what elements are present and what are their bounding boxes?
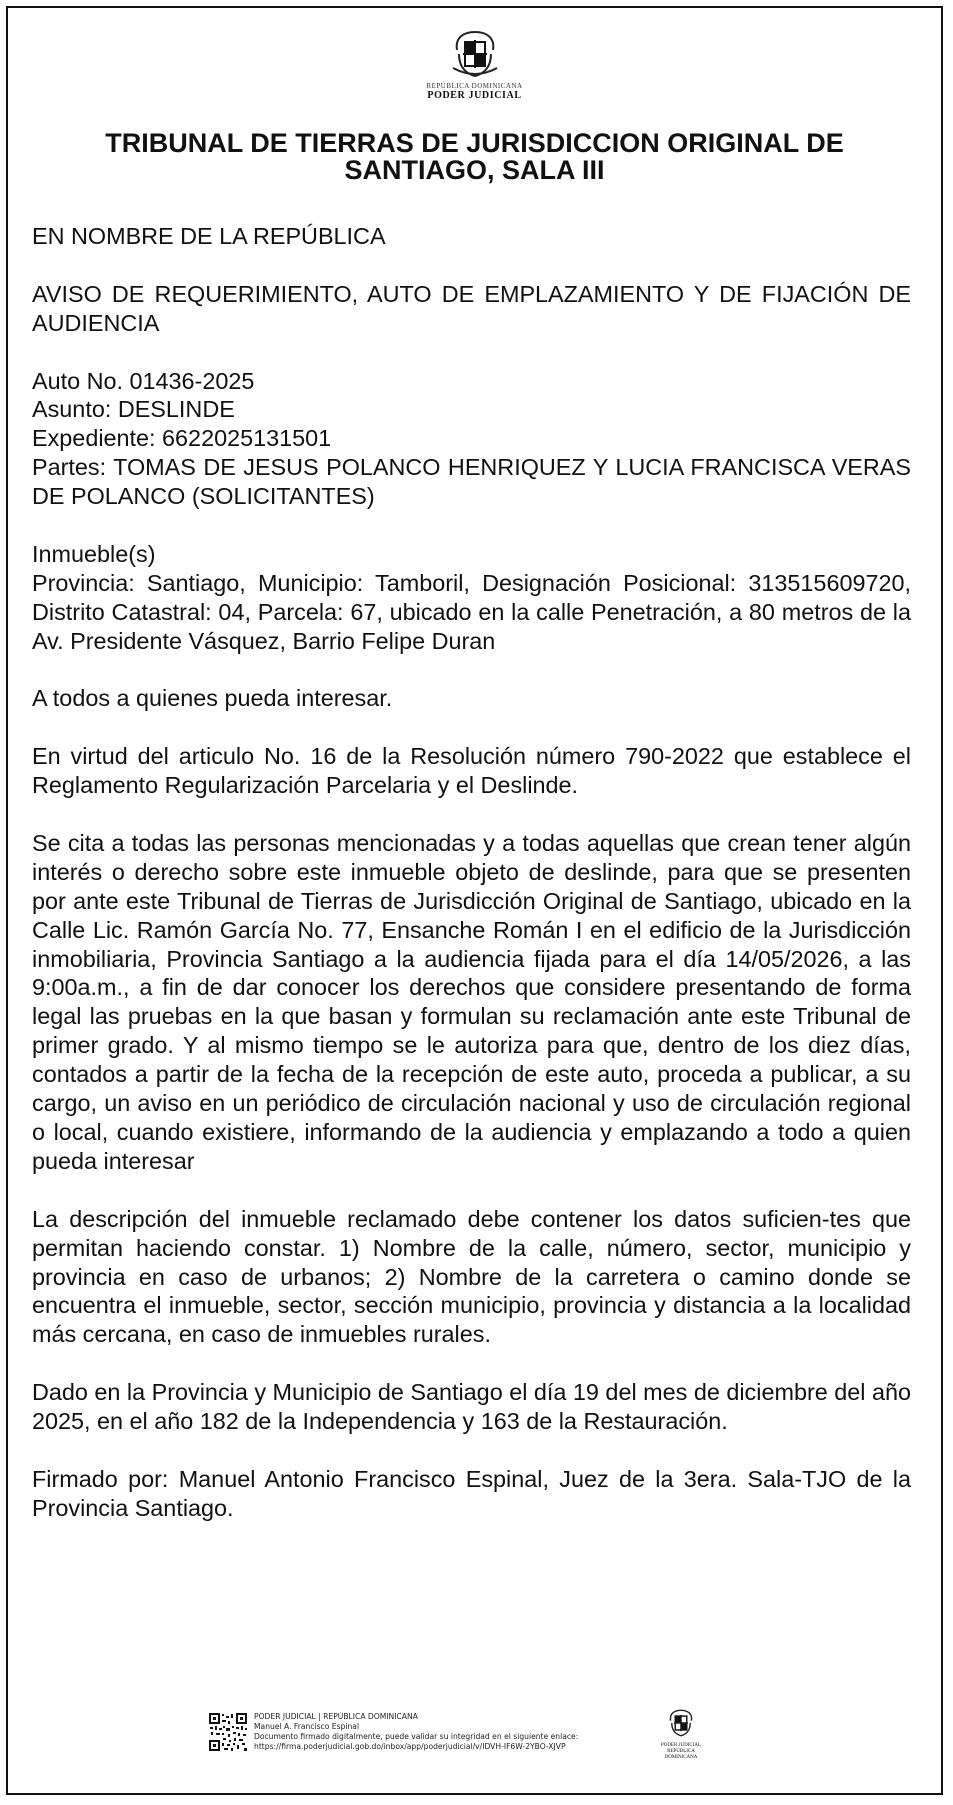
seal-caption-country: REPÚBLICA DOMINICANA: [426, 82, 523, 90]
digital-signature-footer: [208, 1712, 768, 1772]
coat-of-arms-icon: [666, 1708, 696, 1738]
republic-heading: EN NOMBRE DE LA REPÚBLICA: [32, 223, 386, 249]
description-requirements: La descripción del inmueble reclamado debe contener los datos suficien-tes que permitan haciendo constar. 1) Nombre de la calle, número, sector, municipio y provincia en caso de urbanos; 2) Nombre de la carretera o camino donde se encuentra el inmueble, sector, sección municipio, provincia y distancia a la localidad más cercana, en caso de inmuebles rurales.: [32, 1205, 911, 1348]
footer-institution: PODER JUDICIAL | REPÚBLICA DOMINICANA: [254, 1712, 418, 1721]
footer-validation-note: Documento firmado digitalmente, puede validar su integridad en el siguiente enlace:: [254, 1732, 579, 1741]
seal-caption-institution: PODER JUDICIAL: [427, 90, 522, 101]
court-seal-header: [420, 28, 530, 101]
addressee: A todos a quienes pueda interesar.: [32, 685, 393, 712]
subject: Asunto: DESLINDE: [32, 396, 235, 423]
coat-of-arms-icon: [449, 28, 501, 80]
footer-signer: Manuel A. Francisco Espinal: [254, 1722, 360, 1731]
date-issued: Dado en la Provincia y Municipio de Santiago el día 19 del mes de diciembre del año 2025, en el año 182 de la Independencia y 163 de la Restauración.: [32, 1379, 911, 1435]
footer-seal-caption-1: PODER JUDICIAL: [660, 1743, 702, 1748]
notice-type: AVISO DE REQUERIMIENTO, AUTO DE EMPLAZAMIENTO Y DE FIJACIÓN DE AUDIENCIA: [32, 280, 911, 336]
footer-validation-link[interactable]: https://firma.poderjudicial.gob.do/inbox/app/poderjudicial/v/IDVH-IF6W-2YBO-XJVP: [254, 1742, 566, 1751]
parties: Partes: TOMAS DE JESUS POLANCO HENRIQUEZ Y LUCIA FRANCISCA VERAS DE POLANCO (SOLICITANTES): [32, 454, 911, 510]
signature-details: [254, 1712, 634, 1752]
qr-code-icon[interactable]: [208, 1712, 248, 1752]
summons-paragraph: Se cita a todas las personas mencionadas y a todas aquellas que crean tener algún interés o derecho sobre este inmueble objeto de deslinde, para que se presenten por ante este Tribunal de Tierras de Jurisdicción Original de Santiago, ubicado en la Calle Lic. Ramón García No. 77, Ensanche Román I en el edificio de la Jurisdicción inmobiliaria, Provincia Santiago a la audiencia fijada para el día 14/05/2026, a las 9:00a.m., a fin de dar conocer los derechos que considere presentando de forma legal las pruebas en la que basan y formulan su reclamación ante este Tribunal de primer grado. Y al mismo tiempo se le autoriza para que, dentro de los diez días, contados a partir de la fecha de la recepción de este auto, proceda a publicar, a su cargo, un aviso en un periódico de circulación nacional y uso de circulación regional o local, cuando existiere, informando de la audiencia y emplazando a todo a quien pueda interesar: [32, 829, 911, 1174]
signature-line: Firmado por: Manuel Antonio Francisco Espinal, Juez de la 3era. Sala-TJO de la Provincia Santiago.: [32, 1465, 911, 1521]
page-title: TRIBUNAL DE TIERRAS DE JURISDICCION ORIGINAL DE SANTIAGO, SALA III: [105, 128, 844, 185]
legal-basis: En virtud del articulo No. 16 de la Resolución número 790-2022 que establece el Reglamento Regularización Parcelaria y el Deslinde.: [32, 743, 911, 799]
footer-seal-caption-2: REPÚBLICA DOMINICANA: [664, 1749, 698, 1760]
property-label: Inmueble(s): [32, 540, 156, 567]
notice-body: [32, 222, 911, 1523]
file-number: Expediente: 6622025131501: [32, 425, 332, 452]
property-description: Provincia: Santiago, Municipio: Tamboril, Designación Posicional: 313515609720, Distrito Catastral: 04, Parcela: 67, ubicado en la calle Penetración, a 80 metros de la Av. Presidente Vásquez, Barrio Felipe Duran: [32, 569, 911, 654]
notice-page: [6, 6, 943, 1795]
auto-number: Auto No. 01436-2025: [32, 367, 255, 394]
court-seal-footer: [656, 1708, 706, 1761]
